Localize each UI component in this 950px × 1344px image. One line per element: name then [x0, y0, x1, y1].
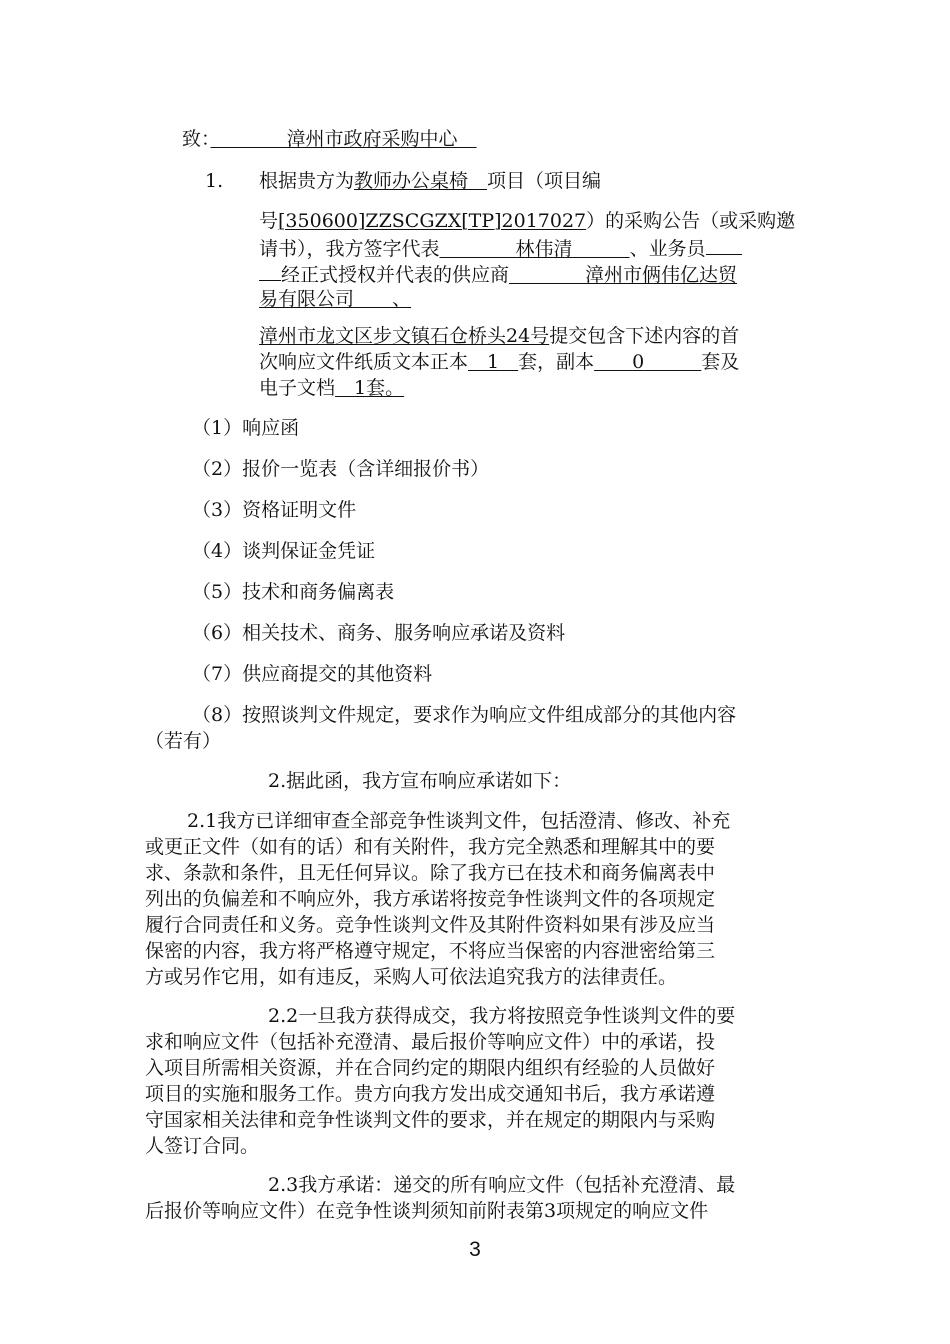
paragraph-line: 求和响应文件（包括补充澄清、最后报价等响应文件）中的承诺，投 [145, 1031, 716, 1053]
paragraph-line: 2.3我方承诺：递交的所有响应文件（包括补充澄清、最 [268, 1174, 736, 1196]
salutation [182, 127, 477, 151]
originals-count: 1 [487, 351, 500, 373]
supplier-name: 漳州市俩伟亿达贸 [585, 264, 738, 286]
paragraph-line: 人签订合同。 [145, 1135, 260, 1157]
project-name: 教师办公桌椅 [354, 170, 469, 192]
clause1-number: 1. [205, 170, 224, 192]
salutation-prefix: 致： [182, 128, 211, 150]
paragraph-line: 保密的内容，我方将严格遵守规定，不将应当保密的内容泄密给第三 [145, 940, 716, 962]
clause1-line7: 次响应文件纸质文本正本 1 套，副本 0 套及 [259, 351, 740, 373]
paragraph-line: 履行合同责任和义务。竞争性谈判文件及其附件资料如果有涉及应当 [145, 914, 716, 936]
paragraph-line: 2.1我方已详细审查全部竞争性谈判文件，包括澄清、修改、补充 [187, 810, 731, 832]
project-code: [350600]ZZSCGZX[TP]2017027 [278, 210, 587, 232]
copies-count: 0 [632, 351, 645, 373]
clause1-line6: 漳州市龙文区步文镇石仓桥头24号提交包含下述内容的首 [259, 325, 740, 347]
paragraph-line: 守国家相关法律和竞争性谈判文件的要求，并在规定的期限内与采购 [145, 1109, 716, 1131]
list-item: （1）响应函 [192, 417, 300, 439]
recipient: 漳州市政府采购中心 [286, 128, 458, 150]
clause1-line8: 电子文档 1套。 [259, 377, 405, 399]
paragraph-line: 求、条款和条件，且无任何异议。除了我方已在技术和商务偏离表中 [145, 862, 716, 884]
representative: 林伟清 [515, 238, 573, 260]
list-item: （4）谈判保证金凭证 [192, 540, 376, 562]
paragraph-line: 后报价等响应文件）在竞争性谈判须知前附表第3项规定的响应文件 [145, 1200, 709, 1222]
clause1-line5 [259, 287, 411, 311]
paragraph-line: 列出的负偏差和不响应外，我方承诺将按竞争性谈判文件的各项规定 [145, 888, 716, 910]
clause1-line4: 经正式授权并代表的供应商 漳州市俩伟亿达贸 [259, 261, 737, 287]
paragraph-line: 入项目所需相关资源，并在合同约定的期限内组织有经验的人员做好 [145, 1057, 716, 1079]
paragraph-line: 方或另作它用，如有违反，采购人可依法追究我方的法律责任。 [145, 966, 678, 988]
list-item-continued: （若有） [145, 730, 222, 752]
list-item: （7）供应商提交的其他资料 [192, 663, 433, 685]
paragraph-line: 2.2一旦我方获得成交，我方将按照竞争性谈判文件的要 [268, 1005, 736, 1027]
clause1-line1: 根据贵方为教师办公桌椅 项目（项目编 [259, 170, 602, 192]
salesperson-blank [706, 235, 742, 255]
clause2-heading: 2.据此函，我方宣布响应承诺如下： [268, 770, 572, 792]
supplier-name-cont: 易有限公司 、 [259, 288, 412, 310]
supplier-address: 漳州市龙文区步文镇石仓桥头24号 [259, 325, 550, 347]
clause1-line2: 号[350600]ZZSCGZX[TP]2017027）的采购公告（或采购邀 [259, 210, 796, 232]
paragraph-line: 项目的实施和服务工作。贵方向我方发出成交通知书后，我方承诺遵 [145, 1083, 716, 1105]
list-item: （8）按照谈判文件规定，要求作为响应文件组成部分的其他内容 [192, 704, 737, 726]
list-item: （3）资格证明文件 [192, 499, 357, 521]
list-item: （5）技术和商务偏离表 [192, 581, 395, 603]
list-item: （6）相关技术、商务、服务响应承诺及资料 [192, 622, 566, 644]
electronic-count: 1套。 [354, 377, 405, 399]
clause1-line3: 请书），我方签字代表 林伟清 、业务员 [259, 235, 742, 261]
page-number: 3 [469, 1238, 481, 1261]
paragraph-line: 或更正文件（如有的话）和有关附件，我方完全熟悉和理解其中的要 [145, 836, 716, 858]
list-item: （2）报价一览表（含详细报价书） [192, 458, 490, 480]
